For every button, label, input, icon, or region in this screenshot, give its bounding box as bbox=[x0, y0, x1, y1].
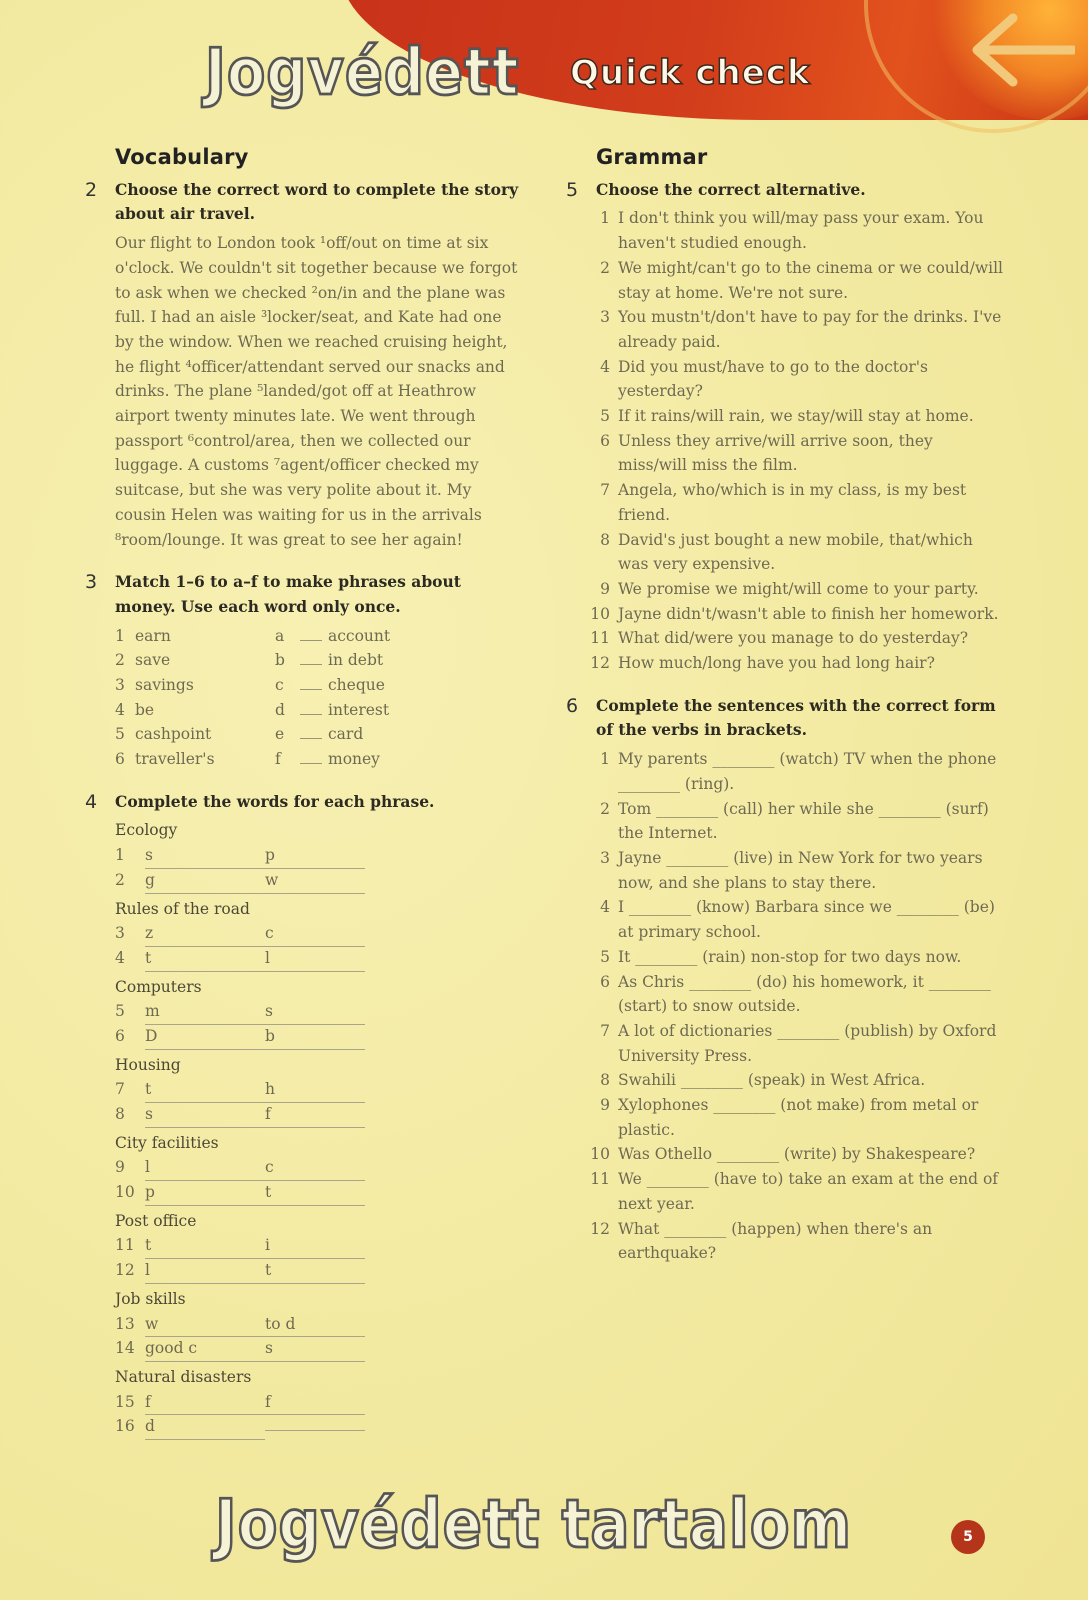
question-number: 12 bbox=[590, 1219, 610, 1238]
group-heading: Ecology bbox=[115, 821, 178, 840]
question-number: 9 bbox=[600, 579, 610, 598]
item-number: 2 bbox=[115, 870, 125, 889]
word-blank-second[interactable]: l bbox=[265, 946, 365, 972]
question-text: Xylophones ________ (not make) from metal or plastic. bbox=[618, 1096, 979, 1139]
page-number: 5 bbox=[951, 1520, 985, 1554]
word-groups bbox=[115, 818, 525, 1439]
question-number: 4 bbox=[600, 357, 610, 376]
question-item bbox=[596, 797, 1006, 846]
match-letter: a bbox=[275, 626, 285, 645]
exercise-5 bbox=[566, 178, 1006, 676]
question-text: Tom ________ (call) her while she ________ (surf) the Internet. bbox=[618, 799, 989, 843]
word-blank-first[interactable]: t bbox=[145, 1233, 265, 1259]
grammar-column bbox=[566, 145, 1006, 1280]
blank-row bbox=[115, 1102, 525, 1127]
match-row bbox=[115, 673, 525, 698]
match-letter: e bbox=[275, 725, 285, 744]
item-number: 14 bbox=[115, 1339, 135, 1358]
blank-row bbox=[115, 1180, 525, 1205]
question-number: 9 bbox=[600, 1096, 610, 1115]
match-option: interest bbox=[328, 700, 390, 719]
question-number: 2 bbox=[600, 258, 610, 277]
question-item bbox=[596, 429, 1006, 478]
exercise-number: 5 bbox=[566, 178, 579, 201]
blank-row bbox=[115, 946, 525, 971]
match-number: 2 bbox=[115, 651, 125, 670]
word-blank-second[interactable]: i bbox=[265, 1233, 365, 1259]
match-row bbox=[115, 698, 525, 723]
answer-blank[interactable] bbox=[300, 624, 322, 641]
group-heading: Job skills bbox=[115, 1289, 186, 1308]
question-text: What did/were you manage to do yesterday? bbox=[618, 629, 969, 648]
exercise-number: 6 bbox=[566, 694, 579, 717]
question-item bbox=[590, 1167, 1006, 1216]
match-row bbox=[115, 722, 525, 747]
exercise-passage: Our flight to London took ¹off/out on time at six o'clock. We couldn't sit together because we forgot to ask when we checked ²on/in and the plane was full. I had an aisle ³locker/seat, and Kate had one by the window. When we reached cruising height, he flight ⁴officer/attendant served our snacks and drinks. The plane ⁵landed/got off at Heathrow airport twenty minutes late. We went through passport ⁶control/area, then we collected our luggage. A customs ⁷agent/officer checked my suitcase, but she was very polite about it. My cousin Helen was waiting for us in the arrivals ⁸room/lounge. It was great to see her again! bbox=[115, 234, 518, 549]
blank-row bbox=[115, 1024, 525, 1049]
watermark-top: Jogvédett bbox=[205, 35, 520, 110]
question-item bbox=[590, 1217, 1006, 1266]
question-number: 7 bbox=[600, 481, 610, 500]
exercise-instruction: Match 1–6 to a–f to make phrases about money. Use each word only once. bbox=[115, 572, 461, 616]
exercise-instruction: Choose the correct alternative. bbox=[596, 179, 866, 199]
exercise-number: 4 bbox=[85, 790, 98, 813]
word-blank-second[interactable]: s bbox=[265, 999, 365, 1025]
question-number: 3 bbox=[600, 308, 610, 327]
question-number: 8 bbox=[600, 530, 610, 549]
question-text: Unless they arrive/will arrive soon, they miss/will miss the film. bbox=[618, 431, 933, 475]
word-blank-first[interactable]: l bbox=[145, 1155, 265, 1181]
word-blank-first[interactable]: t bbox=[145, 946, 265, 972]
exercise-4 bbox=[85, 790, 525, 1439]
match-word: traveller's bbox=[135, 750, 215, 769]
question-number: 5 bbox=[600, 947, 610, 966]
group-heading: Post office bbox=[115, 1211, 197, 1230]
exercise-number: 2 bbox=[85, 178, 98, 201]
item-number: 12 bbox=[115, 1261, 135, 1280]
word-blank-first[interactable]: t bbox=[145, 1077, 265, 1103]
blank-row bbox=[115, 1390, 525, 1415]
question-item bbox=[596, 846, 1006, 895]
item-number: 8 bbox=[115, 1105, 125, 1124]
word-blank-second[interactable]: f bbox=[265, 1102, 365, 1128]
question-text: My parents ________ (watch) TV when the phone ________ (ring). bbox=[618, 750, 997, 793]
word-blank-first[interactable]: z bbox=[145, 921, 265, 947]
question-number: 8 bbox=[600, 1071, 610, 1090]
item-number: 7 bbox=[115, 1080, 125, 1099]
word-blank-second[interactable]: to d bbox=[265, 1312, 365, 1338]
word-blank-first[interactable]: s bbox=[145, 1102, 265, 1128]
exercise-2 bbox=[85, 178, 525, 553]
blank-row bbox=[115, 1233, 525, 1258]
question-number: 5 bbox=[600, 407, 610, 426]
question-text: Angela, who/which is in my class, is my best friend. bbox=[618, 481, 967, 524]
group-heading: City facilities bbox=[115, 1133, 219, 1152]
question-number: 6 bbox=[600, 431, 610, 450]
match-number: 4 bbox=[115, 700, 125, 719]
question-text: You mustn't/don't have to pay for the drinks. I've already paid. bbox=[618, 308, 1002, 351]
match-option: card bbox=[328, 725, 364, 744]
match-letter: f bbox=[275, 750, 281, 769]
item-number: 13 bbox=[115, 1314, 135, 1333]
question-item bbox=[590, 602, 1006, 627]
exercise-6 bbox=[566, 694, 1006, 1266]
item-number: 1 bbox=[115, 846, 125, 865]
match-option: account bbox=[328, 626, 391, 645]
word-blank-first[interactable]: m bbox=[145, 999, 265, 1025]
word-blank-second[interactable]: c bbox=[265, 1155, 365, 1181]
word-blank-first[interactable]: g bbox=[145, 868, 265, 894]
question-number: 1 bbox=[600, 750, 610, 769]
match-word: cashpoint bbox=[135, 725, 212, 744]
question-text: Did you must/have to go to the doctor's yesterday? bbox=[618, 357, 928, 401]
question-item bbox=[596, 305, 1006, 354]
question-number: 1 bbox=[600, 209, 610, 228]
blank-row bbox=[115, 1312, 525, 1337]
question-item bbox=[596, 577, 1006, 602]
blank-row bbox=[115, 1414, 525, 1439]
word-blank-first[interactable]: l bbox=[145, 1258, 265, 1284]
question-text: How much/long have you had long hair? bbox=[618, 654, 935, 673]
word-blank-first[interactable]: good c bbox=[145, 1336, 265, 1362]
question-number: 11 bbox=[590, 1170, 610, 1189]
question-item bbox=[596, 1019, 1006, 1068]
answer-blank[interactable] bbox=[300, 722, 322, 739]
match-list bbox=[115, 624, 525, 772]
word-blank-second[interactable]: t bbox=[265, 1180, 365, 1206]
question-list bbox=[590, 206, 1006, 675]
answer-blank[interactable] bbox=[300, 673, 322, 690]
item-number: 4 bbox=[115, 948, 125, 967]
blank-row bbox=[115, 921, 525, 946]
word-blank-second[interactable] bbox=[265, 1430, 365, 1431]
match-number: 1 bbox=[115, 626, 125, 645]
exercise-instruction: Choose the correct word to complete the story about air travel. bbox=[115, 179, 519, 224]
blank-row bbox=[115, 999, 525, 1024]
word-blank-second[interactable]: h bbox=[265, 1077, 365, 1103]
blank-row bbox=[115, 1258, 525, 1283]
question-number: 6 bbox=[600, 972, 610, 991]
match-row bbox=[115, 747, 525, 772]
word-blank-first[interactable]: w bbox=[145, 1312, 265, 1338]
question-text: We might/can't go to the cinema or we could/will stay at home. We're not sure. bbox=[618, 258, 1004, 302]
question-text: It ________ (rain) non-stop for two days now. bbox=[618, 947, 962, 966]
question-text: Swahili ________ (speak) in West Africa. bbox=[618, 1071, 926, 1090]
question-text: If it rains/will rain, we stay/will stay at home. bbox=[618, 407, 974, 426]
exercise-3 bbox=[85, 570, 525, 772]
word-blank-first[interactable]: p bbox=[145, 1180, 265, 1206]
word-blank-second[interactable]: w bbox=[265, 868, 365, 894]
blank-row bbox=[115, 1336, 525, 1361]
blank-row bbox=[115, 1155, 525, 1180]
question-number: 3 bbox=[600, 848, 610, 867]
question-item bbox=[596, 478, 1006, 527]
question-item bbox=[596, 945, 1006, 970]
word-blank-first[interactable]: D bbox=[145, 1024, 265, 1050]
answer-blank[interactable] bbox=[300, 747, 322, 764]
grammar-heading: Grammar bbox=[596, 145, 708, 169]
match-letter: b bbox=[275, 651, 285, 670]
question-text: Was Othello ________ (write) by Shakespeare? bbox=[618, 1145, 976, 1164]
question-text: A lot of dictionaries ________ (publish) by Oxford University Press. bbox=[618, 1021, 997, 1065]
question-item bbox=[590, 651, 1006, 676]
question-item bbox=[590, 626, 1006, 651]
blank-row bbox=[115, 868, 525, 893]
match-word: earn bbox=[135, 626, 171, 645]
group-heading: Computers bbox=[115, 977, 202, 996]
blank-row bbox=[115, 843, 525, 868]
question-item bbox=[596, 206, 1006, 255]
match-number: 5 bbox=[115, 725, 125, 744]
question-number: 4 bbox=[600, 898, 610, 917]
question-item bbox=[596, 528, 1006, 577]
question-item bbox=[596, 895, 1006, 944]
group-heading: Housing bbox=[115, 1055, 181, 1074]
question-number: 2 bbox=[600, 799, 610, 818]
question-text: I ________ (know) Barbara since we ________ (be) at primary school. bbox=[618, 898, 995, 942]
word-blank-second[interactable]: p bbox=[265, 843, 365, 869]
question-text: As Chris ________ (do) his homework, it ________ (start) to snow outside. bbox=[618, 972, 991, 1016]
answer-blank[interactable] bbox=[300, 698, 322, 715]
group-heading: Natural disasters bbox=[115, 1367, 252, 1386]
group-heading: Rules of the road bbox=[115, 899, 250, 918]
vocabulary-column bbox=[85, 145, 525, 1453]
question-text: We promise we might/will come to your party. bbox=[618, 579, 979, 598]
question-list bbox=[590, 747, 1006, 1266]
question-text: I don't think you will/may pass your exam. You haven't studied enough. bbox=[618, 209, 984, 253]
exercise-instruction: Complete the words for each phrase. bbox=[115, 791, 435, 811]
item-number: 5 bbox=[115, 1002, 125, 1021]
question-item bbox=[596, 1068, 1006, 1093]
match-number: 6 bbox=[115, 750, 125, 769]
match-row bbox=[115, 624, 525, 649]
exercise-number: 3 bbox=[85, 571, 98, 594]
word-blank-second[interactable]: c bbox=[265, 921, 365, 947]
question-text: Jayne didn't/wasn't able to finish her homework. bbox=[618, 604, 999, 623]
back-arrow-icon[interactable] bbox=[965, 10, 1075, 90]
match-option: in debt bbox=[328, 651, 384, 670]
match-word: be bbox=[135, 700, 155, 719]
item-number: 15 bbox=[115, 1392, 135, 1411]
question-text: David's just bought a new mobile, that/which was very expensive. bbox=[618, 530, 973, 574]
match-option: cheque bbox=[328, 676, 385, 695]
exercise-instruction: Complete the sentences with the correct form of the verbs in brackets. bbox=[596, 695, 996, 740]
match-letter: d bbox=[275, 700, 285, 719]
match-word: save bbox=[135, 651, 171, 670]
item-number: 6 bbox=[115, 1026, 125, 1045]
word-blank-second[interactable]: s bbox=[265, 1336, 365, 1362]
vocabulary-heading: Vocabulary bbox=[115, 145, 249, 169]
question-number: 11 bbox=[590, 629, 610, 648]
word-blank-first[interactable]: d bbox=[145, 1414, 265, 1440]
question-item bbox=[590, 1142, 1006, 1167]
question-item bbox=[596, 355, 1006, 404]
question-item bbox=[596, 404, 1006, 429]
question-item bbox=[596, 256, 1006, 305]
word-blank-second[interactable]: f bbox=[265, 1390, 365, 1416]
match-row bbox=[115, 648, 525, 673]
word-blank-second[interactable]: b bbox=[265, 1024, 365, 1050]
match-number: 3 bbox=[115, 676, 125, 695]
answer-blank[interactable] bbox=[300, 648, 322, 665]
item-number: 10 bbox=[115, 1183, 135, 1202]
question-text: We ________ (have to) take an exam at the end of next year. bbox=[618, 1170, 999, 1213]
question-number: 7 bbox=[600, 1021, 610, 1040]
word-blank-first[interactable]: f bbox=[145, 1390, 265, 1416]
question-item bbox=[596, 970, 1006, 1019]
question-item bbox=[596, 1093, 1006, 1142]
page-title: Quick check bbox=[570, 53, 811, 93]
question-number: 10 bbox=[590, 604, 610, 623]
question-text: What ________ (happen) when there's an earthquake? bbox=[618, 1219, 933, 1263]
question-text: Jayne ________ (live) in New York for two years now, and she plans to stay there. bbox=[618, 848, 983, 892]
blank-row bbox=[115, 1077, 525, 1102]
question-number: 12 bbox=[590, 654, 610, 673]
word-blank-second[interactable]: t bbox=[265, 1258, 365, 1284]
question-number: 10 bbox=[590, 1145, 610, 1164]
item-number: 16 bbox=[115, 1417, 135, 1436]
match-option: money bbox=[328, 750, 380, 769]
watermark-bottom: Jogvédett tartalom bbox=[215, 1484, 853, 1564]
match-word: savings bbox=[135, 676, 194, 695]
item-number: 3 bbox=[115, 924, 125, 943]
item-number: 9 bbox=[115, 1158, 125, 1177]
word-blank-first[interactable]: s bbox=[145, 843, 265, 869]
match-letter: c bbox=[275, 676, 284, 695]
item-number: 11 bbox=[115, 1236, 135, 1255]
question-item bbox=[596, 747, 1006, 796]
